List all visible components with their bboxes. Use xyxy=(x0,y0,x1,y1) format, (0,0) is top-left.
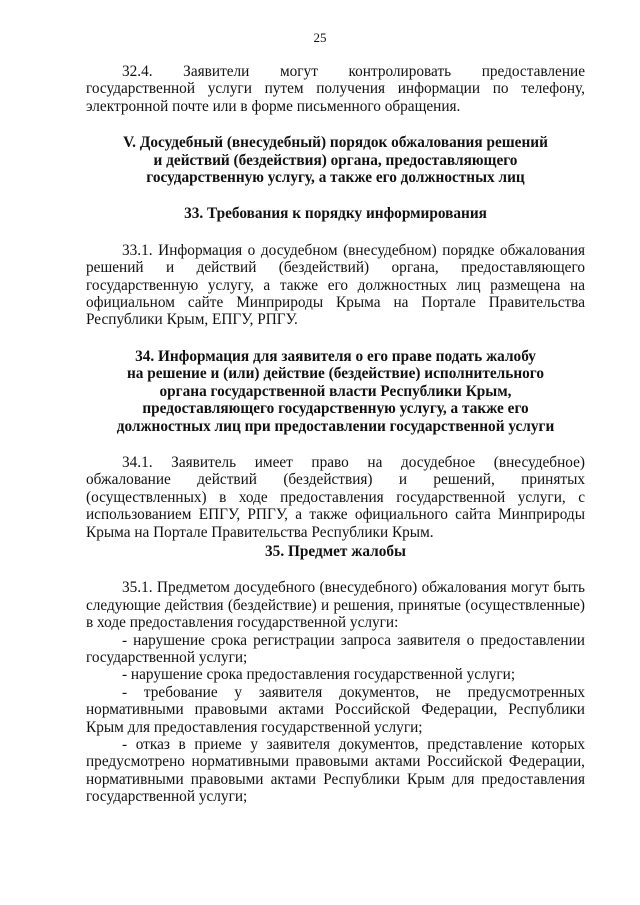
paragraph-35-1: 35.1. Предметом досудебного (внесудебного) обжалования могут быть следующие действия (бездействие) и решения, принятые (осуществленные) в ходе предоставления государственной услуги: xyxy=(86,579,585,632)
section-5-heading-line: и действий (бездействия) органа, предоставляющего xyxy=(153,151,518,169)
paragraph-34-1: 34.1. Заявитель имеет право на досудебное (внесудебное) обжалование действий (бездействия) и решений, принятых (осуществленных) в ходе предоставления государственной услуги, с использованием ЕПГУ, РПГУ, а также официального сайта Минприроды Крыма на Портале Правительства Республики Крым. xyxy=(86,453,585,541)
list-item-text: - нарушение срока предоставления государственной услуги; xyxy=(122,666,516,684)
list-item xyxy=(86,736,585,806)
list-item-text: - отказ в приеме у заявителя документов, представление которых предусмотрено нормативными правовыми актами Российской Федерации, нормативными правовыми актами Республики Крым для предоставления государственной услуги; xyxy=(86,736,585,806)
heading-34-line: предоставляющего государственную услугу, а также его xyxy=(142,400,529,418)
list-item-text: - нарушение срока регистрации запроса заявителя о предоставлении государственной услуги; xyxy=(86,631,585,666)
heading-33: 33. Требования к порядку информирования xyxy=(184,205,487,223)
section-5-heading-line: V. Досудебный (внесудебный) порядок обжалования решений xyxy=(123,134,548,152)
heading-34-line: должностных лиц при предоставлении государственной услуги xyxy=(116,417,555,435)
section-5-heading-line: государственную услугу, а также его должностных лиц xyxy=(146,169,525,187)
section-5-heading xyxy=(86,134,585,186)
list-item xyxy=(86,632,585,667)
heading-34-line: на решение и (или) действие (бездействие) исполнительного xyxy=(126,365,545,383)
document-body xyxy=(86,63,585,806)
heading-34-line: органа государственной власти Республики Крым, xyxy=(159,382,512,400)
heading-35: 35. Предмет жалобы xyxy=(265,542,406,560)
heading-34 xyxy=(86,348,585,435)
list-item xyxy=(86,666,585,683)
list-item-text: - требование у заявителя документов, не предусмотренных нормативными правовыми актами Российской Федерации, Республики Крым для предоставления государственной услуги; xyxy=(86,683,585,736)
paragraph-32-4: 32.4. Заявители могут контролировать предоставление государственной услуги путем получения информации по телефону, электронной почте или в форме письменного обращения. xyxy=(86,63,585,115)
list-item xyxy=(86,684,585,736)
page-number: 25 xyxy=(313,30,327,45)
paragraph-33-1: 33.1. Информация о досудебном (внесудебном) порядке обжалования решений и действий (бездействий) органа, предоставляющего государственную услугу, а также его должностных лиц размещена на официальном сайте Минприроды Крыма на Портале Правительства Республики Крым, ЕПГУ, РПГУ. xyxy=(86,241,585,329)
heading-34-line: 34. Информация для заявителя о его праве подать жалобу xyxy=(135,347,536,365)
